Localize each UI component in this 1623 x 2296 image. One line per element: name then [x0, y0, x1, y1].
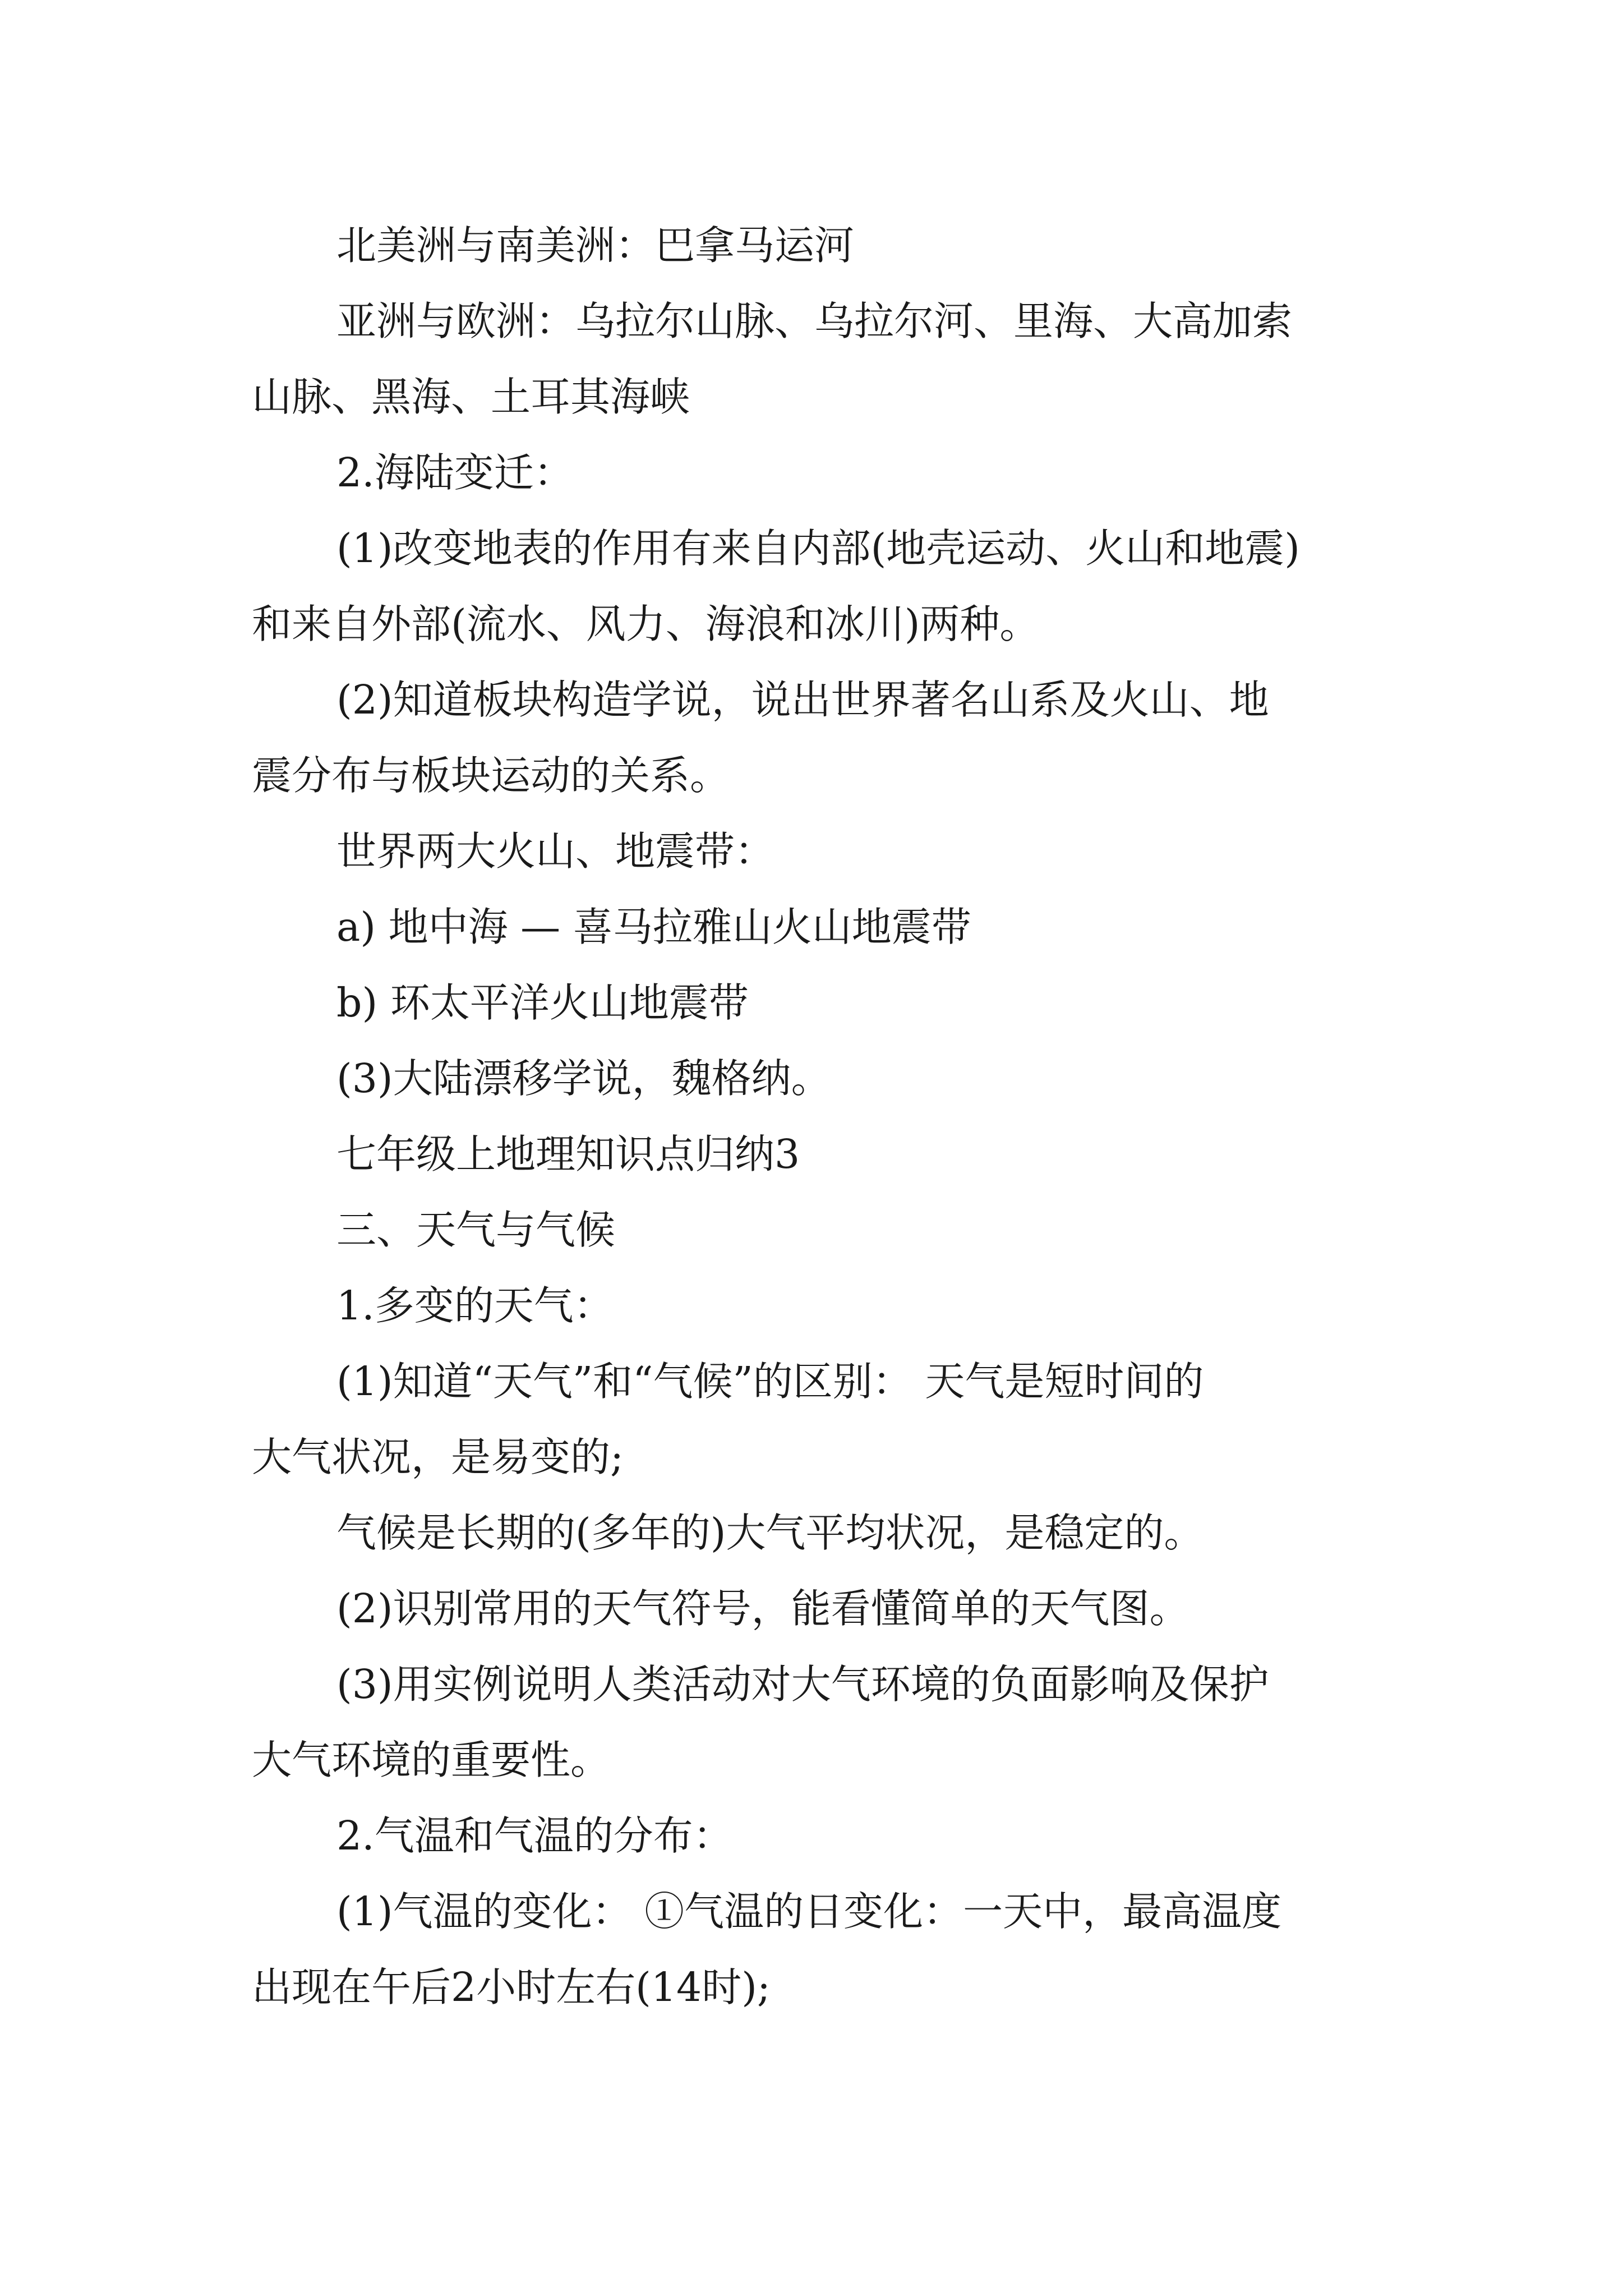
paragraph [252, 1495, 1379, 1571]
paragraph [252, 662, 1379, 813]
list-item [252, 889, 1379, 965]
text-line: 1.多变的天气： [336, 1282, 614, 1329]
text-line: 2.气温和气温的分布： [336, 1812, 733, 1859]
text-line-continued: 山脉、黑海、土耳其海峡 [252, 374, 690, 420]
text-line-continued: 震分布与板块运动的关系。 [252, 752, 730, 799]
text-line: 七年级上地理知识点归纳3 [336, 1131, 800, 1177]
text-line: 2.海陆变迁： [336, 449, 574, 496]
text-line: b) 环太平洋火山地震带 [336, 979, 749, 1026]
text-line: 世界两大火山、地震带： [336, 828, 775, 875]
text-line: (3)用实例说明人类活动对大气环境的负面影响及保护 [336, 1661, 1269, 1708]
text-line: (1)改变地表的作用有来自内部(地壳运动、火山和地震) [336, 525, 1300, 572]
paragraph [252, 510, 1379, 662]
text-line: (2)知道板块构造学说，说出世界著名山系及火山、地 [336, 677, 1269, 723]
paragraph [252, 1343, 1379, 1495]
text-line: (1)知道“天气”和“气候”的区别： 天气是短时间的 [336, 1358, 1204, 1405]
subsection-heading [252, 1798, 1379, 1874]
text-line: 亚洲与欧洲：乌拉尔山脉、乌拉尔河、里海、大高加索 [336, 298, 1293, 344]
paragraph [252, 1571, 1379, 1646]
list-item [252, 965, 1379, 1041]
text-line: 气候是长期的(多年的)大气平均状况，是稳定的。 [336, 1510, 1204, 1556]
text-line: a) 地中海 — 喜马拉雅山火山地震带 [336, 904, 971, 950]
paragraph [252, 1646, 1379, 1798]
section-heading [252, 1192, 1379, 1268]
paragraph [252, 435, 1379, 510]
text-line-continued: 出现在午后2小时左右(14时); [252, 1964, 771, 2010]
paragraph [252, 283, 1379, 435]
paragraph [252, 1874, 1379, 2025]
document-body [252, 208, 1379, 2025]
text-line: 三、天气与气候 [336, 1207, 616, 1253]
section-heading [252, 1116, 1379, 1192]
text-line: (1)气温的变化： ①气温的日变化：一天中，最高温度 [336, 1888, 1282, 1935]
paragraph [252, 1041, 1379, 1116]
paragraph [252, 208, 1379, 283]
text-line: (2)识别常用的天气符号，能看懂简单的天气图。 [336, 1585, 1189, 1632]
text-line: 北美洲与南美洲：巴拿马运河 [336, 222, 855, 269]
text-line: (3)大陆漂移学说，魏格纳。 [336, 1055, 831, 1102]
text-line-continued: 大气状况，是易变的; [252, 1434, 624, 1480]
paragraph [252, 813, 1379, 889]
text-line-continued: 和来自外部(流水、风力、海浪和冰川)两种。 [252, 601, 1040, 647]
subsection-heading [252, 1268, 1379, 1343]
text-line-continued: 大气环境的重要性。 [252, 1737, 611, 1783]
